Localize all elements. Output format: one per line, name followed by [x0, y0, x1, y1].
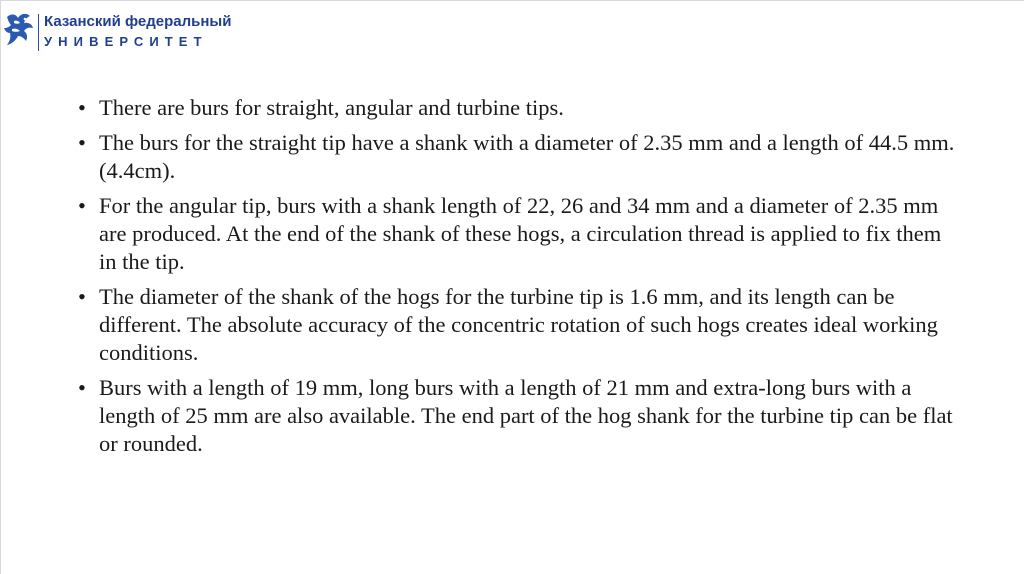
- bullet-text: The burs for the straight tip have a shank with a diameter of 2.35 mm and a length of 44.5 mm.(4.4cm).: [99, 130, 955, 183]
- bullet-item: [78, 129, 958, 185]
- slide-border-left: [0, 0, 1, 574]
- bullet-mark: •: [78, 95, 86, 120]
- bullet-mark: •: [78, 193, 86, 218]
- bullet-text: There are burs for straight, angular and turbine tips.: [99, 95, 564, 120]
- bullet-item: [78, 283, 958, 367]
- bullet-item: [78, 192, 958, 276]
- slide-body: [78, 94, 958, 465]
- logo-name-line2: УНИВЕРСИТЕТ: [44, 34, 208, 49]
- bullet-list: [78, 94, 958, 458]
- university-logo: [3, 8, 233, 56]
- bullet-text: Burs with a length of 19 mm, long burs with a length of 21 mm and extra-long burs with a length of 25 mm are also available. The end part of the hog shank for the turbine tip can be flat or rounded.: [99, 375, 953, 456]
- bullet-mark: •: [78, 130, 86, 155]
- logo-name-line1: Казанский федеральный: [44, 13, 232, 30]
- slide-border-top: [0, 0, 1024, 1]
- logo-divider: [38, 14, 39, 51]
- bullet-mark: •: [78, 375, 86, 400]
- bullet-mark: •: [78, 284, 86, 309]
- bullet-text: The diameter of the shank of the hogs for the turbine tip is 1.6 mm, and its length can be different. The absolute accuracy of the concentric rotation of such hogs creates ideal working conditions.: [99, 284, 938, 365]
- kfu-griffin-emblem-icon: [3, 11, 35, 49]
- bullet-text: For the angular tip, burs with a shank length of 22, 26 and 34 mm and a diameter of 2.35 mm are produced. At the end of the shank of these hogs, a circulation thread is applied to fix them in the tip.: [99, 193, 942, 274]
- bullet-item: [78, 374, 958, 458]
- bullet-item: [78, 94, 958, 122]
